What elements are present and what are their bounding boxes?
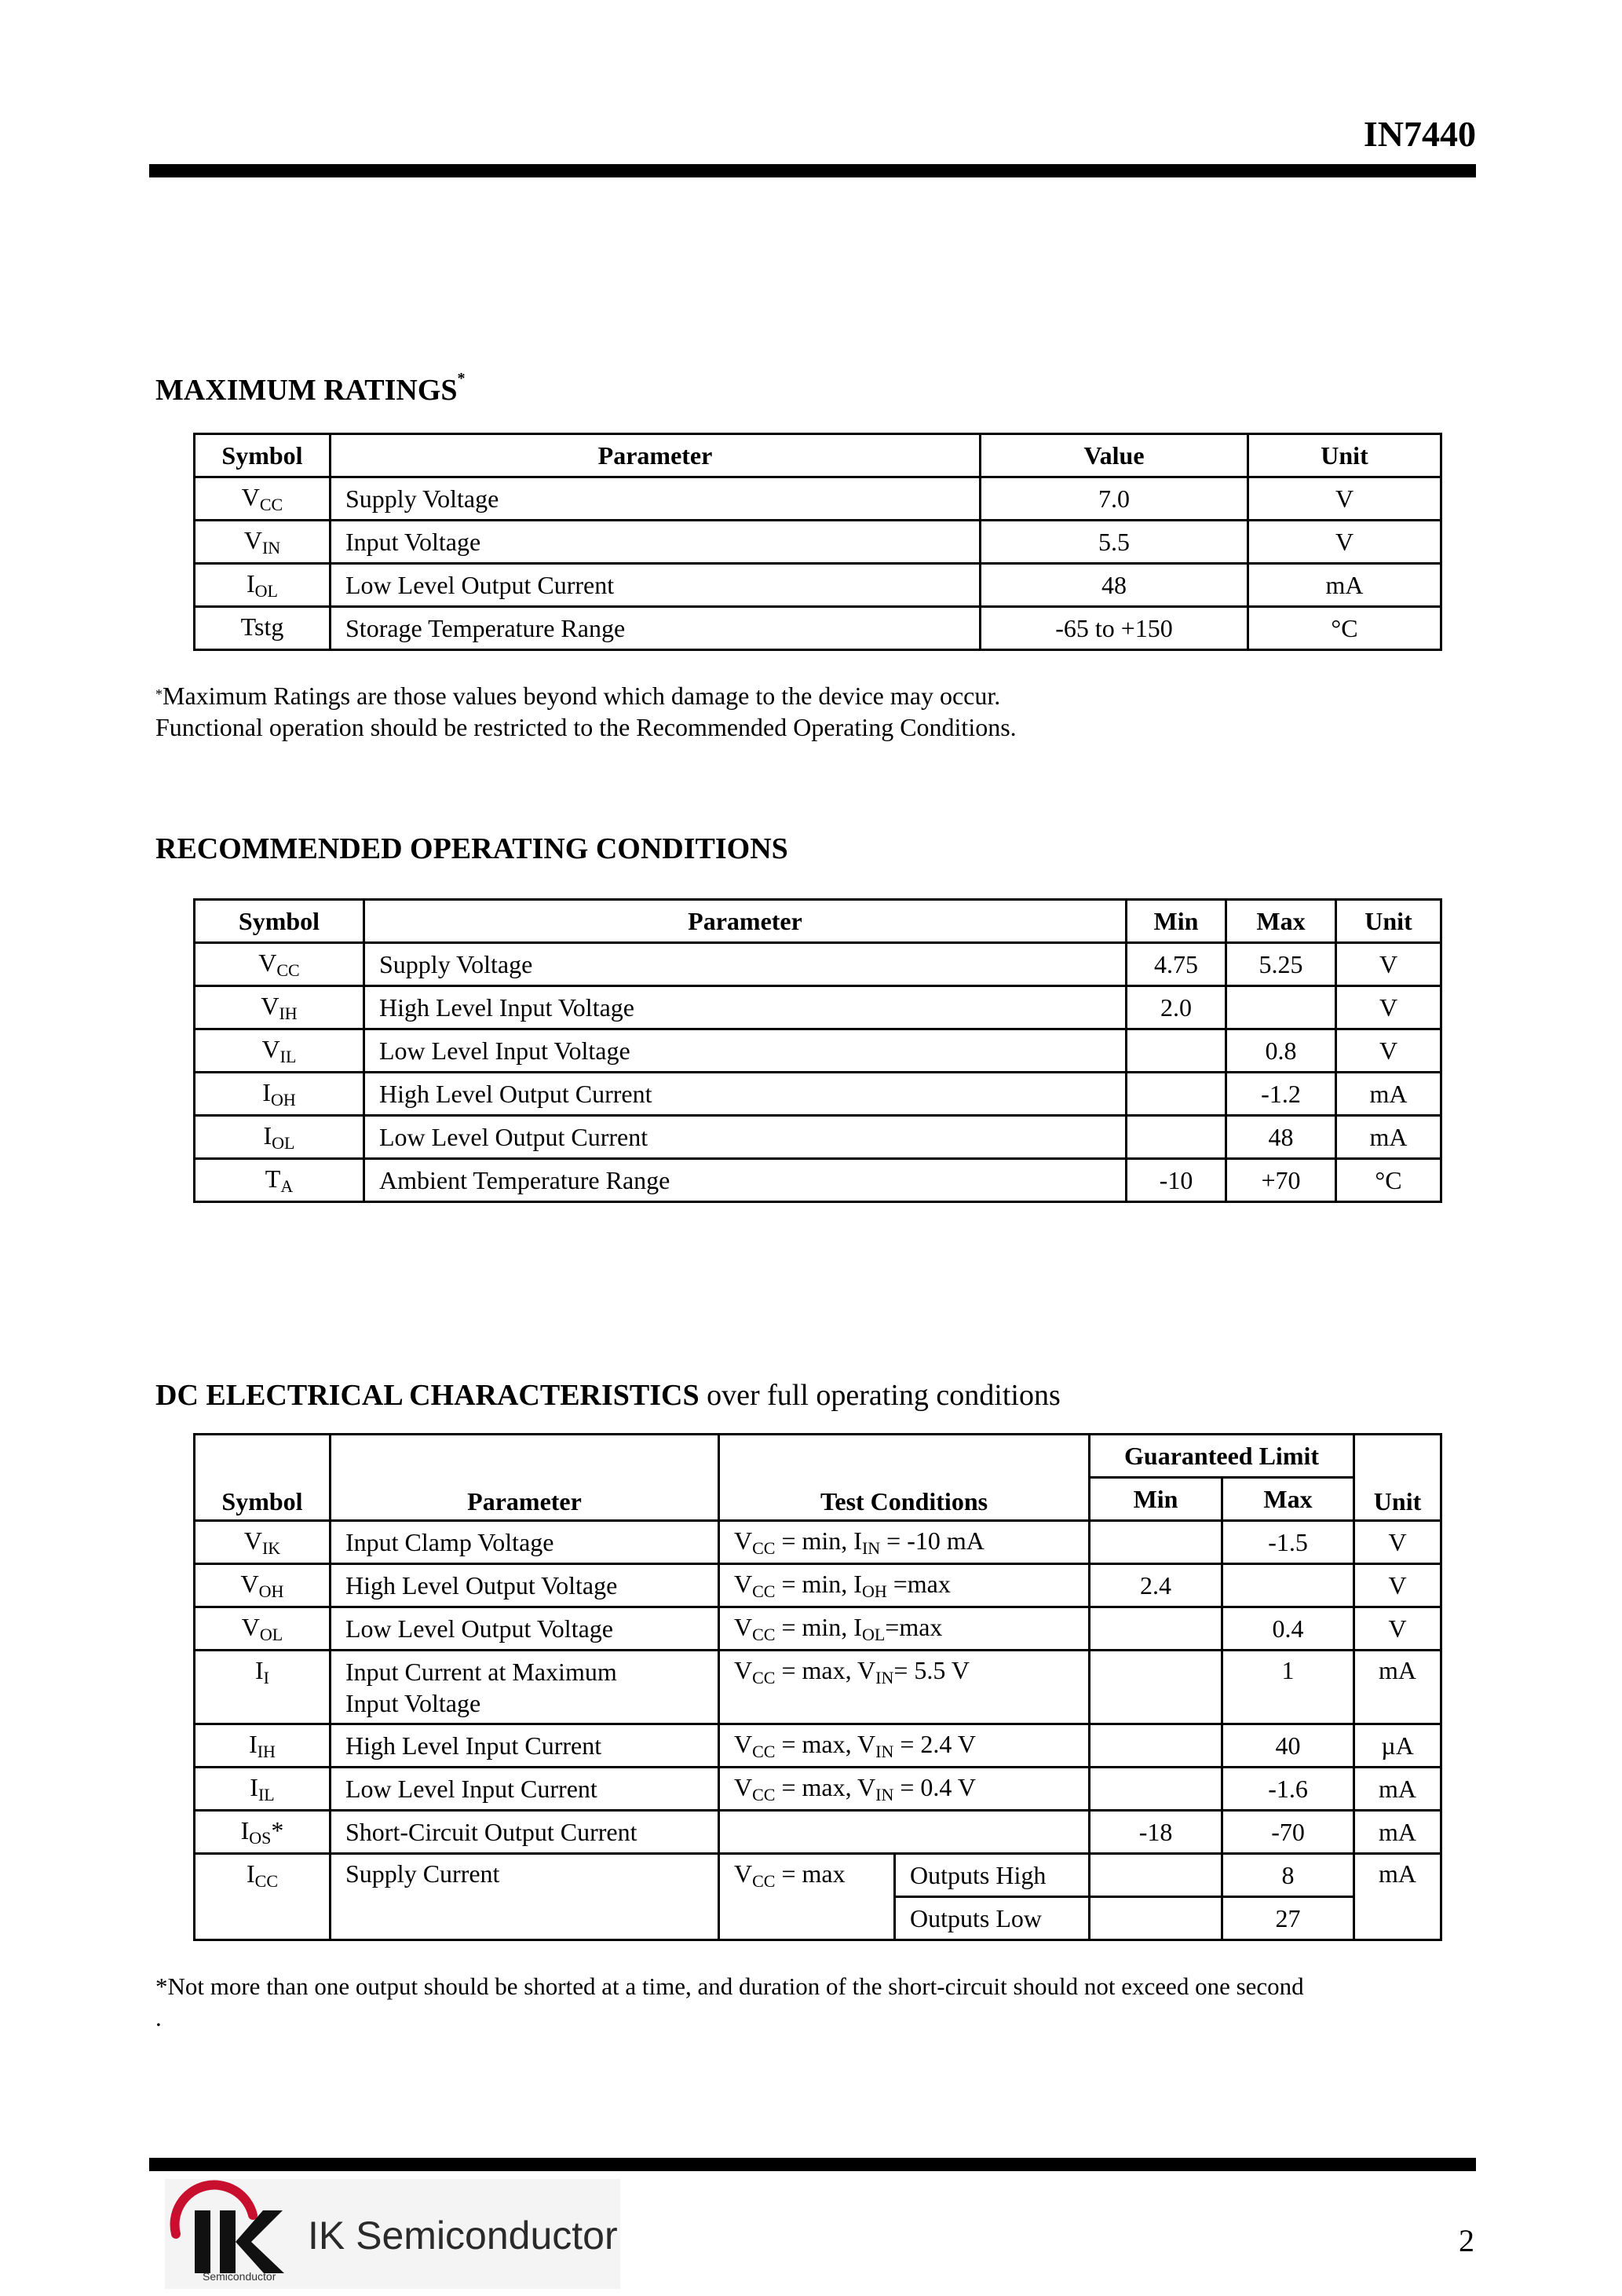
unit-cell: V <box>1336 986 1441 1029</box>
test-condition-cell: $V_{CC} = \min$, $I_{IN} = -10$ mA <box>719 1521 1090 1564</box>
parameter-cell: Supply Current <box>331 1854 719 1940</box>
parameter-cell: High Level Input Voltage <box>364 986 1127 1029</box>
max-cell <box>1222 1564 1354 1607</box>
max-cell: 0.8 <box>1226 1029 1336 1073</box>
col-header: Min <box>1127 900 1226 943</box>
max-cell: -1.5 <box>1222 1521 1354 1564</box>
symbol-cell: $V_{IK}$ <box>195 1521 331 1564</box>
col-header: Min <box>1090 1478 1222 1521</box>
unit-cell: V <box>1248 477 1441 521</box>
test-condition-cell: $V_{CC} = \max$, $V_{IN} = 2.4$ V <box>719 1724 1090 1768</box>
col-header: Symbol <box>195 900 364 943</box>
symbol-cell: $V_{IN}$ <box>195 521 331 564</box>
min-cell <box>1090 1897 1222 1940</box>
unit-cell: °C <box>1248 607 1441 650</box>
part-number: IN7440 <box>1363 114 1476 154</box>
symbol-cell: $I_{OH}$ <box>195 1073 364 1116</box>
rec-conditions-table <box>193 898 1442 1203</box>
test-condition-subcell: Outputs Low <box>895 1897 1090 1940</box>
min-cell: 2.4 <box>1090 1564 1222 1607</box>
test-condition-cell <box>719 1811 1090 1854</box>
test-condition-cell: $V_{CC} = \max$ <box>719 1854 895 1940</box>
table-header-row <box>195 434 1441 477</box>
brand-name: IK Semiconductor <box>308 2214 618 2258</box>
max-cell: 27 <box>1222 1897 1354 1940</box>
unit-cell: mA <box>1336 1116 1441 1159</box>
table-row <box>195 1116 1441 1159</box>
dc-characteristics-table <box>193 1433 1442 1941</box>
col-header: Max <box>1226 900 1336 943</box>
parameter-cell: Low Level Input Voltage <box>364 1029 1127 1073</box>
col-header: Unit <box>1354 1435 1441 1521</box>
table-row <box>195 1651 1441 1724</box>
test-condition-cell: $V_{CC} = \min$, $I_{OL}=\max$ <box>719 1607 1090 1651</box>
test-condition-cell: $V_{CC} = \max$, $V_{IN}= 5.5$ V <box>719 1651 1090 1724</box>
min-cell: 2.0 <box>1127 986 1226 1029</box>
max-cell: -1.2 <box>1226 1073 1336 1116</box>
table-row <box>195 607 1441 650</box>
min-cell <box>1127 1116 1226 1159</box>
table-row <box>195 1724 1441 1768</box>
table-row <box>195 1159 1441 1202</box>
symbol-cell: $I_{CC}$ <box>195 1854 331 1940</box>
table-row <box>195 1029 1441 1073</box>
brand-small-text: Semiconductor <box>203 2270 276 2283</box>
max-ratings-title: MAXIMUM RATINGS* <box>155 370 466 407</box>
symbol-cell: $V_{IH}$ <box>195 986 364 1029</box>
value-cell: 48 <box>981 564 1248 607</box>
parameter-cell: Input Clamp Voltage <box>331 1521 719 1564</box>
symbol-cell: $I_{OL}$ <box>195 1116 364 1159</box>
table-row <box>195 1521 1441 1564</box>
value-cell: 7.0 <box>981 477 1248 521</box>
table-row <box>195 477 1441 521</box>
unit-cell: mA <box>1248 564 1441 607</box>
unit-cell: V <box>1248 521 1441 564</box>
test-condition-cell: $V_{CC} = \max$, $V_{IN} = 0.4$ V <box>719 1768 1090 1811</box>
parameter-cell: Supply Voltage <box>364 943 1127 986</box>
parameter-cell: Low Level Output Current <box>331 564 981 607</box>
parameter-cell: High Level Output Voltage <box>331 1564 719 1607</box>
parameter-cell: Short-Circuit Output Current <box>331 1811 719 1854</box>
min-cell <box>1090 1651 1222 1724</box>
symbol-cell: $V_{CC}$ <box>195 943 364 986</box>
dc-characteristics-title: DC ELECTRICAL CHARACTERISTICS over full operating conditions <box>155 1379 1061 1412</box>
test-condition-cell: $V_{CC} = \min$, $I_{OH} =\max$ <box>719 1564 1090 1607</box>
symbol-cell: $V_{CC}$ <box>195 477 331 521</box>
unit-cell: mA <box>1354 1768 1441 1811</box>
unit-cell: V <box>1336 1029 1441 1073</box>
table-row <box>195 564 1441 607</box>
min-cell <box>1090 1607 1222 1651</box>
symbol-cell: $I_{IH}$ <box>195 1724 331 1768</box>
min-cell <box>1127 1073 1226 1116</box>
max-cell: 48 <box>1226 1116 1336 1159</box>
max-cell <box>1226 986 1336 1029</box>
col-header: Test Conditions <box>719 1435 1090 1521</box>
unit-cell: µA <box>1354 1724 1441 1768</box>
min-cell: -10 <box>1127 1159 1226 1202</box>
max-ratings-note: *Maximum Ratings are those values beyond which damage to the device may occur. Functional operation should be restricted to the Recommended Operating Conditions. <box>155 682 1017 741</box>
table-row <box>195 1811 1441 1854</box>
unit-cell: °C <box>1336 1159 1441 1202</box>
min-cell: -18 <box>1090 1811 1222 1854</box>
table-header-row <box>195 1435 1441 1478</box>
parameter-cell: High Level Input Current <box>331 1724 719 1768</box>
dc-characteristics-note: *Not more than one output should be shorted at a time, and duration of the short-circuit should not exceed one second . <box>155 1972 1304 2031</box>
max-cell: 40 <box>1222 1724 1354 1768</box>
rec-conditions-title: RECOMMENDED OPERATING CONDITIONS <box>155 832 788 865</box>
min-cell <box>1090 1768 1222 1811</box>
unit-cell: mA <box>1354 1854 1441 1940</box>
max-cell: 1 <box>1222 1651 1354 1724</box>
min-cell: 4.75 <box>1127 943 1226 986</box>
page-number: 2 <box>1459 2223 1474 2258</box>
symbol-cell: $I_I$ <box>195 1651 331 1724</box>
parameter-cell: Input Voltage <box>331 521 981 564</box>
symbol-cell: Tstg <box>195 607 331 650</box>
col-header: Symbol <box>195 1435 331 1521</box>
footer-rule <box>149 2158 1476 2171</box>
table-row <box>195 1607 1441 1651</box>
parameter-cell: Supply Voltage <box>331 477 981 521</box>
max-ratings-table <box>193 433 1442 651</box>
symbol-cell: $V_{IL}$ <box>195 1029 364 1073</box>
table-row <box>195 943 1441 986</box>
table-row <box>195 521 1441 564</box>
table-row <box>195 986 1441 1029</box>
parameter-cell: Low Level Output Current <box>364 1116 1127 1159</box>
max-cell: 5.25 <box>1226 943 1336 986</box>
unit-cell: V <box>1354 1564 1441 1607</box>
parameter-cell: Input Current at Maximum Input Voltage <box>331 1651 719 1724</box>
value-cell: -65 to +150 <box>981 607 1248 650</box>
parameter-cell: Low Level Input Current <box>331 1768 719 1811</box>
col-header: Max <box>1222 1478 1354 1521</box>
parameter-cell: High Level Output Current <box>364 1073 1127 1116</box>
unit-cell: mA <box>1336 1073 1441 1116</box>
col-header: Unit <box>1336 900 1441 943</box>
symbol-cell: $I_{OL}$ <box>195 564 331 607</box>
min-cell <box>1090 1724 1222 1768</box>
unit-cell: mA <box>1354 1651 1441 1724</box>
col-header: Value <box>981 434 1248 477</box>
unit-cell: V <box>1354 1607 1441 1651</box>
value-cell: 5.5 <box>981 521 1248 564</box>
table-row <box>195 1854 1441 1897</box>
table-header-row <box>195 900 1441 943</box>
symbol-cell: $T_A$ <box>195 1159 364 1202</box>
parameter-cell: Ambient Temperature Range <box>364 1159 1127 1202</box>
col-header: Parameter <box>331 434 981 477</box>
symbol-cell: $I_{IL}$ <box>195 1768 331 1811</box>
symbol-cell: $V_{OH}$ <box>195 1564 331 1607</box>
symbol-cell: $V_{OL}$ <box>195 1607 331 1651</box>
test-condition-subcell: Outputs High <box>895 1854 1090 1897</box>
max-cell: 8 <box>1222 1854 1354 1897</box>
min-cell <box>1090 1854 1222 1897</box>
unit-cell: mA <box>1354 1811 1441 1854</box>
col-header: Symbol <box>195 434 331 477</box>
max-cell: -1.6 <box>1222 1768 1354 1811</box>
min-cell <box>1090 1521 1222 1564</box>
col-header: Unit <box>1248 434 1441 477</box>
symbol-cell: $I_{OS}*$ <box>195 1811 331 1854</box>
parameter-cell: Low Level Output Voltage <box>331 1607 719 1651</box>
max-cell: +70 <box>1226 1159 1336 1202</box>
header-rule <box>149 164 1476 177</box>
min-cell <box>1127 1029 1226 1073</box>
unit-cell: V <box>1336 943 1441 986</box>
table-row <box>195 1073 1441 1116</box>
col-header: Parameter <box>364 900 1127 943</box>
parameter-cell: Storage Temperature Range <box>331 607 981 650</box>
table-row <box>195 1564 1441 1607</box>
max-cell: -70 <box>1222 1811 1354 1854</box>
max-cell: 0.4 <box>1222 1607 1354 1651</box>
table-row <box>195 1768 1441 1811</box>
col-header: Parameter <box>331 1435 719 1521</box>
unit-cell: V <box>1354 1521 1441 1564</box>
col-header: Guaranteed Limit <box>1090 1435 1354 1478</box>
